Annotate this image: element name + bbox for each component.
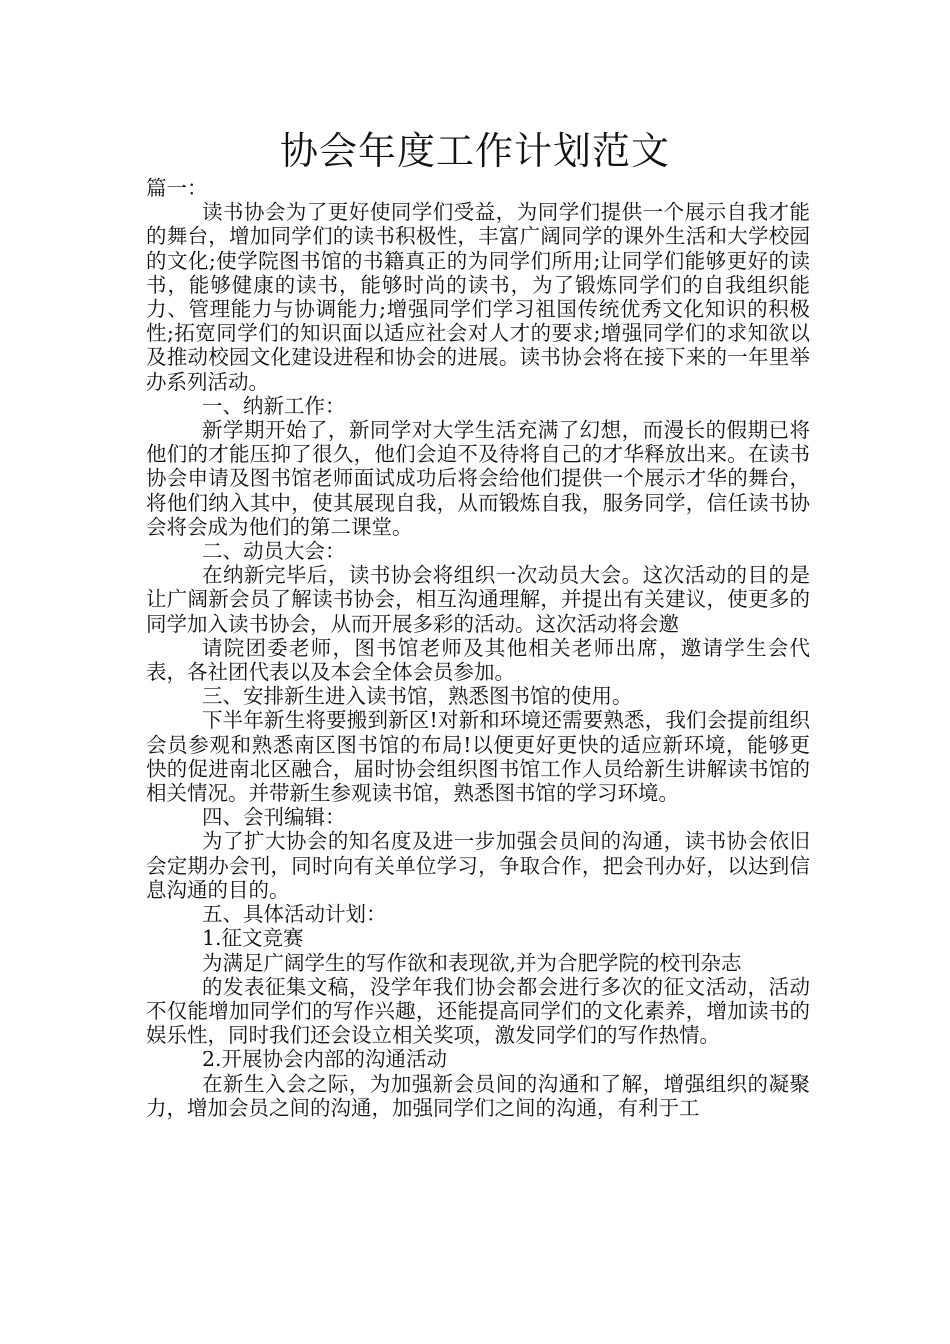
paragraph-journal: 为了扩大协会的知名度及进一步加强会员间的沟通，读书协会依旧会定期办会刊，同时向有关单位学习，争取合作，把会刊办好，以达到信息沟通的目的。	[146, 829, 810, 902]
intro-paragraph: 读书协会为了更好使同学们受益，为同学们提供一个展示自我才能的舞台，增加同学们的读书积极性，丰富广阔同学的课外生活和大学校园的文化;使学院图书馆的书籍真正的为同学们所用;让同学们能够更好的读书，能够健康的读书，能够时尚的读书，为了锻炼同学们的自我组织能力、管理能力与协调能力;增强同学们学习祖国传统优秀文化知识的积极性;拓宽同学们的知识面以适应社会对人才的要求;增强同学们的求知欲以及推动校园文化建设进程和协会的进展。读书协会将在接下来的一年里举办系列活动。	[146, 200, 810, 394]
heading-activities: 五、具体活动计划：	[202, 902, 387, 927]
subheading-internal-communication: 2.开展协会内部的沟通活动	[202, 1047, 448, 1072]
paragraph-essay-contest-cont: 的发表征集文稿，没学年我们协会都会进行多次的征文活动，活动不仅能增加同学们的写作兴趣，还能提高同学们的文化素养，增加读书的娱乐性，同时我们还会设立相关奖项，激发同学们的写作热情。	[146, 974, 810, 1048]
subheading-essay-contest: 1.征文竞赛	[202, 926, 304, 951]
paragraph-library-visit: 下半年新生将要搬到新区!对新和环境还需要熟悉，我们会提前组织会员参观和熟悉南区图书馆的布局!以便更好更快的适应新环境，能够更快的促进南北区融合，届时协会组织图书馆工作人员给新生讲解读书馆的相关情况。并带新生参观读书馆，熟悉图书馆的学习环境。	[146, 708, 810, 806]
heading-recruitment: 一、纳新工作：	[202, 393, 346, 418]
document-title: 协会年度工作计划范文	[279, 129, 670, 173]
heading-journal: 四、会刊编辑：	[202, 805, 346, 830]
heading-mobilization: 二、动员大会：	[202, 539, 346, 564]
document-body	[146, 176, 810, 1120]
heading-library-visit: 三、安排新生进入读书馆，熟悉图书馆的使用。	[202, 684, 633, 709]
paragraph-mobilization: 在纳新完毕后，读书协会将组织一次动员大会。这次活动的目的是让广阔新会员了解读书协会，相互沟通理解，并提出有关建议，使更多的同学加入读书协会，从而开展多彩的活动。这次活动将会邀	[146, 563, 810, 636]
paragraph-essay-contest: 为满足广阔学生的写作欲和表现欲,并为合肥学院的校刊杂志	[202, 950, 742, 975]
paragraph-mobilization-cont: 请院团委老师，图书馆老师及其他相关老师出席，邀请学生会代表，各社团代表以及本会全体会员参加。	[146, 635, 810, 685]
section-label: 篇一：	[146, 176, 208, 200]
paragraph-internal-communication: 在新生入会之际，为加强新会员间的沟通和了解，增强组织的凝聚力，增加会员之间的沟通，加强同学们之间的沟通，有利于工	[146, 1071, 810, 1120]
paragraph-recruitment: 新学期开始了，新同学对大学生活充满了幻想，而漫长的假期已将他们的才能压抑了很久，他们会迫不及待将自己的才华释放出来。在读书协会申请及图书馆老师面试成功后将会给他们提供一个展示才华的舞台，将他们纳入其中，使其展现自我，从而锻炼自我，服务同学，信任读书协会将会成为他们的第二课堂。	[146, 418, 810, 539]
